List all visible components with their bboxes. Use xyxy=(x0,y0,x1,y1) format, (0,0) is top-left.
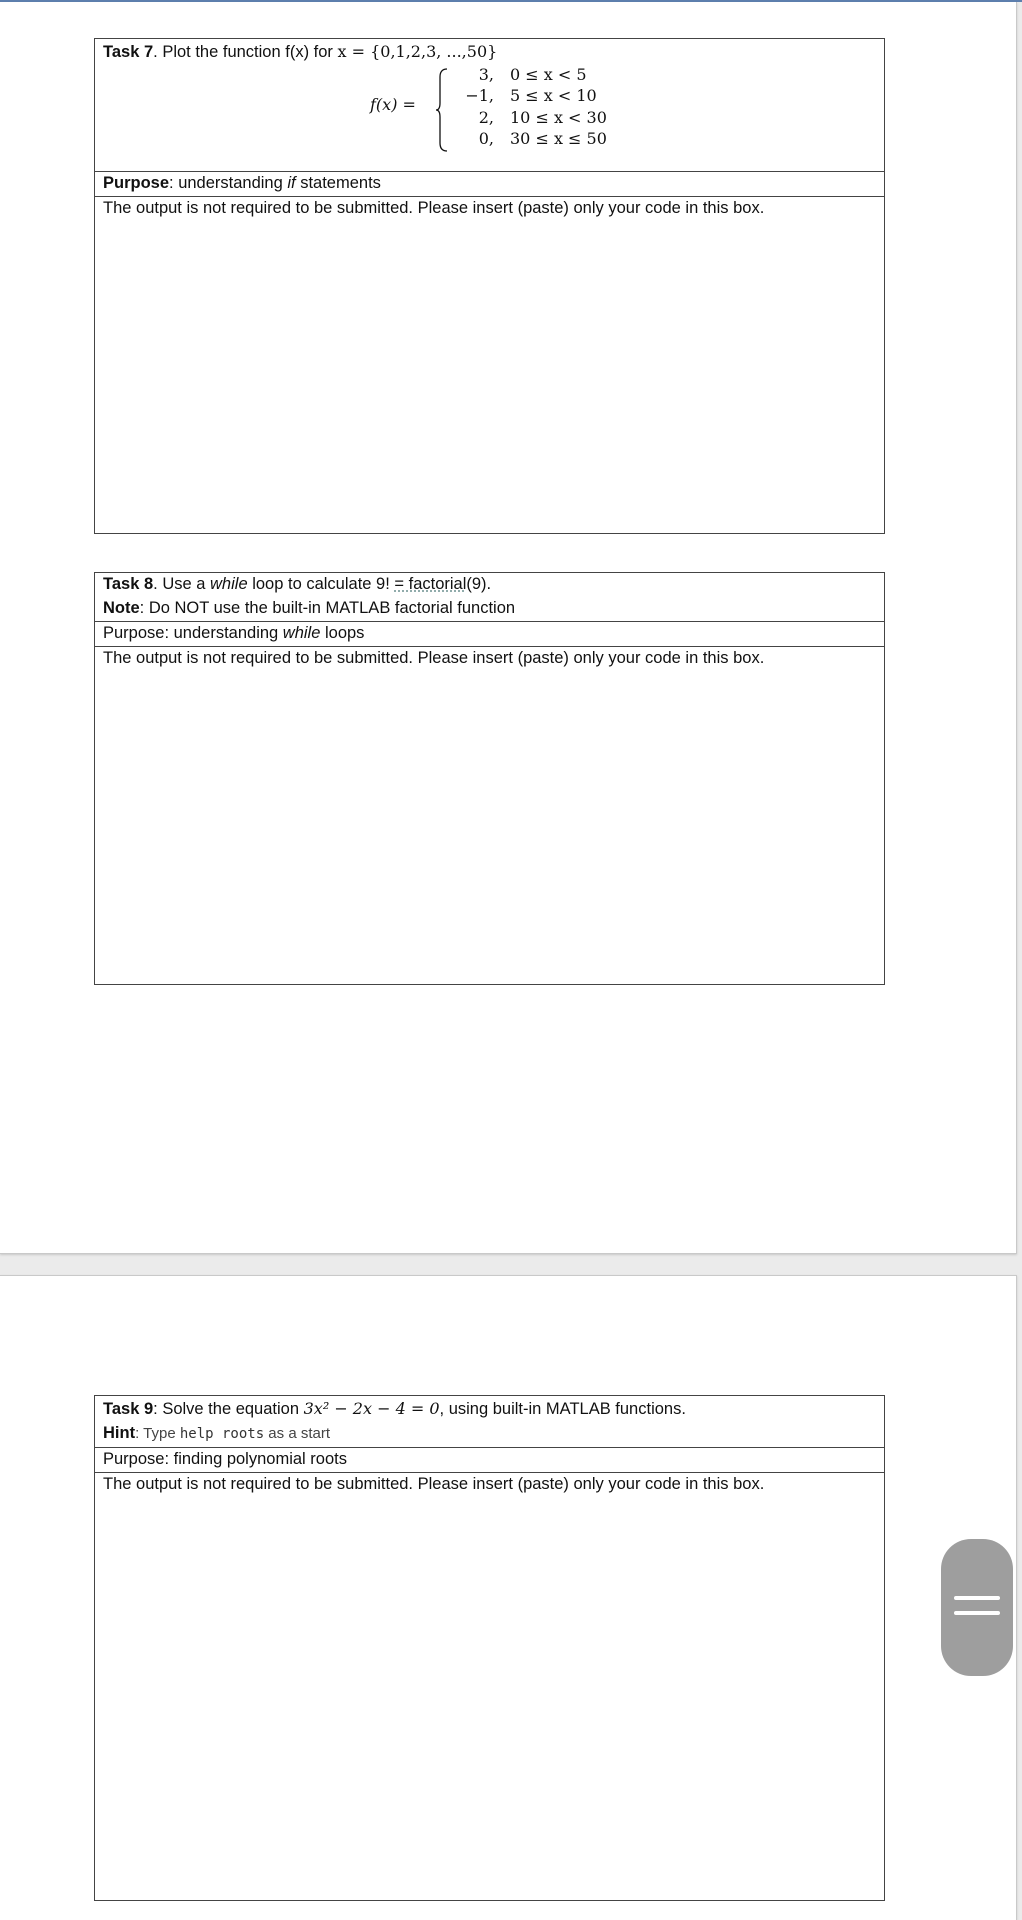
case-value: 0, xyxy=(478,129,494,148)
task-7-intro: . Plot the function f(x) for xyxy=(153,43,338,61)
task-8-answer-box[interactable] xyxy=(95,647,884,670)
task-7-header xyxy=(95,39,884,65)
task-9-title: Task 9 xyxy=(103,1400,154,1418)
factorial-term: = factorial xyxy=(394,575,467,593)
task-9-equation: 3x² − 2x − 4 = 0 xyxy=(303,1399,440,1418)
purpose-label: Purpose xyxy=(103,174,170,192)
task-9-answer-box[interactable] xyxy=(95,1473,884,1496)
purpose-emphasis: while xyxy=(282,624,321,642)
case-condition: 10 ≤ x < 30 xyxy=(510,108,607,127)
piecewise-function xyxy=(95,65,884,171)
case-condition: 5 ≤ x < 10 xyxy=(510,86,597,105)
task-7-set: x = {0,1,2,3, ...,50} xyxy=(337,42,498,61)
task-9-hint xyxy=(95,1422,884,1448)
document-page-2 xyxy=(0,1275,1017,1920)
task-7-answer-box[interactable] xyxy=(95,197,884,220)
task-8-intro-end: (9). xyxy=(466,575,492,593)
case-value: 2, xyxy=(478,108,494,127)
task-7-table xyxy=(94,38,885,534)
case-condition: 0 ≤ x < 5 xyxy=(510,65,587,84)
task-9-purpose xyxy=(95,1448,884,1473)
task-8-title: Task 8 xyxy=(103,575,154,593)
task-8-table xyxy=(94,572,885,985)
task-9-intro: : Solve the equation xyxy=(153,1400,304,1418)
task-7-purpose xyxy=(95,171,884,197)
hint-label: Hint xyxy=(103,1424,136,1442)
case-value: 3, xyxy=(478,65,494,84)
answer-prompt: The output is not required to be submitted. Please insert (paste) only your code in this box. xyxy=(103,1475,765,1493)
task-9-header xyxy=(95,1396,884,1422)
task-8-intro-emphasis: while xyxy=(210,575,248,593)
note-label: Note xyxy=(103,599,140,617)
note-text: : Do NOT use the built-in MATLAB factorial function xyxy=(139,599,516,617)
answer-prompt: The output is not required to be submitted. Please insert (paste) only your code in this box. xyxy=(103,649,765,667)
purpose-text: : understanding xyxy=(169,174,288,192)
purpose-emphasis: if xyxy=(287,174,296,192)
document-page-1 xyxy=(0,2,1017,1254)
purpose-text-end: statements xyxy=(295,174,381,192)
task-7-title: Task 7 xyxy=(103,43,154,61)
task-8-intro-mid: loop to calculate 9! xyxy=(247,575,395,593)
drag-handle-icon xyxy=(954,1611,1000,1615)
task-8-intro: . Use a xyxy=(153,575,211,593)
fx-label: f(x) = xyxy=(370,95,416,114)
purpose-text: Purpose: finding polynomial roots xyxy=(103,1450,347,1468)
task-8-header xyxy=(95,573,884,597)
task-8-note xyxy=(95,597,884,622)
purpose-text-end: loops xyxy=(320,624,365,642)
hint-code: help roots xyxy=(179,1426,265,1442)
scroll-grip-handle[interactable] xyxy=(941,1539,1013,1676)
hint-text-end: as a start xyxy=(264,1425,330,1442)
task-8-purpose xyxy=(95,622,884,647)
task-9-table xyxy=(94,1395,885,1901)
case-value: −1, xyxy=(465,86,494,105)
case-condition: 30 ≤ x ≤ 50 xyxy=(510,129,607,148)
task-9-intro-end: , using built-in MATLAB functions. xyxy=(439,1400,686,1418)
drag-handle-icon xyxy=(954,1596,1000,1600)
hint-text: : Type xyxy=(135,1425,180,1442)
answer-prompt: The output is not required to be submitted. Please insert (paste) only your code in this box. xyxy=(103,199,765,217)
purpose-text: Purpose: understanding xyxy=(103,624,283,642)
